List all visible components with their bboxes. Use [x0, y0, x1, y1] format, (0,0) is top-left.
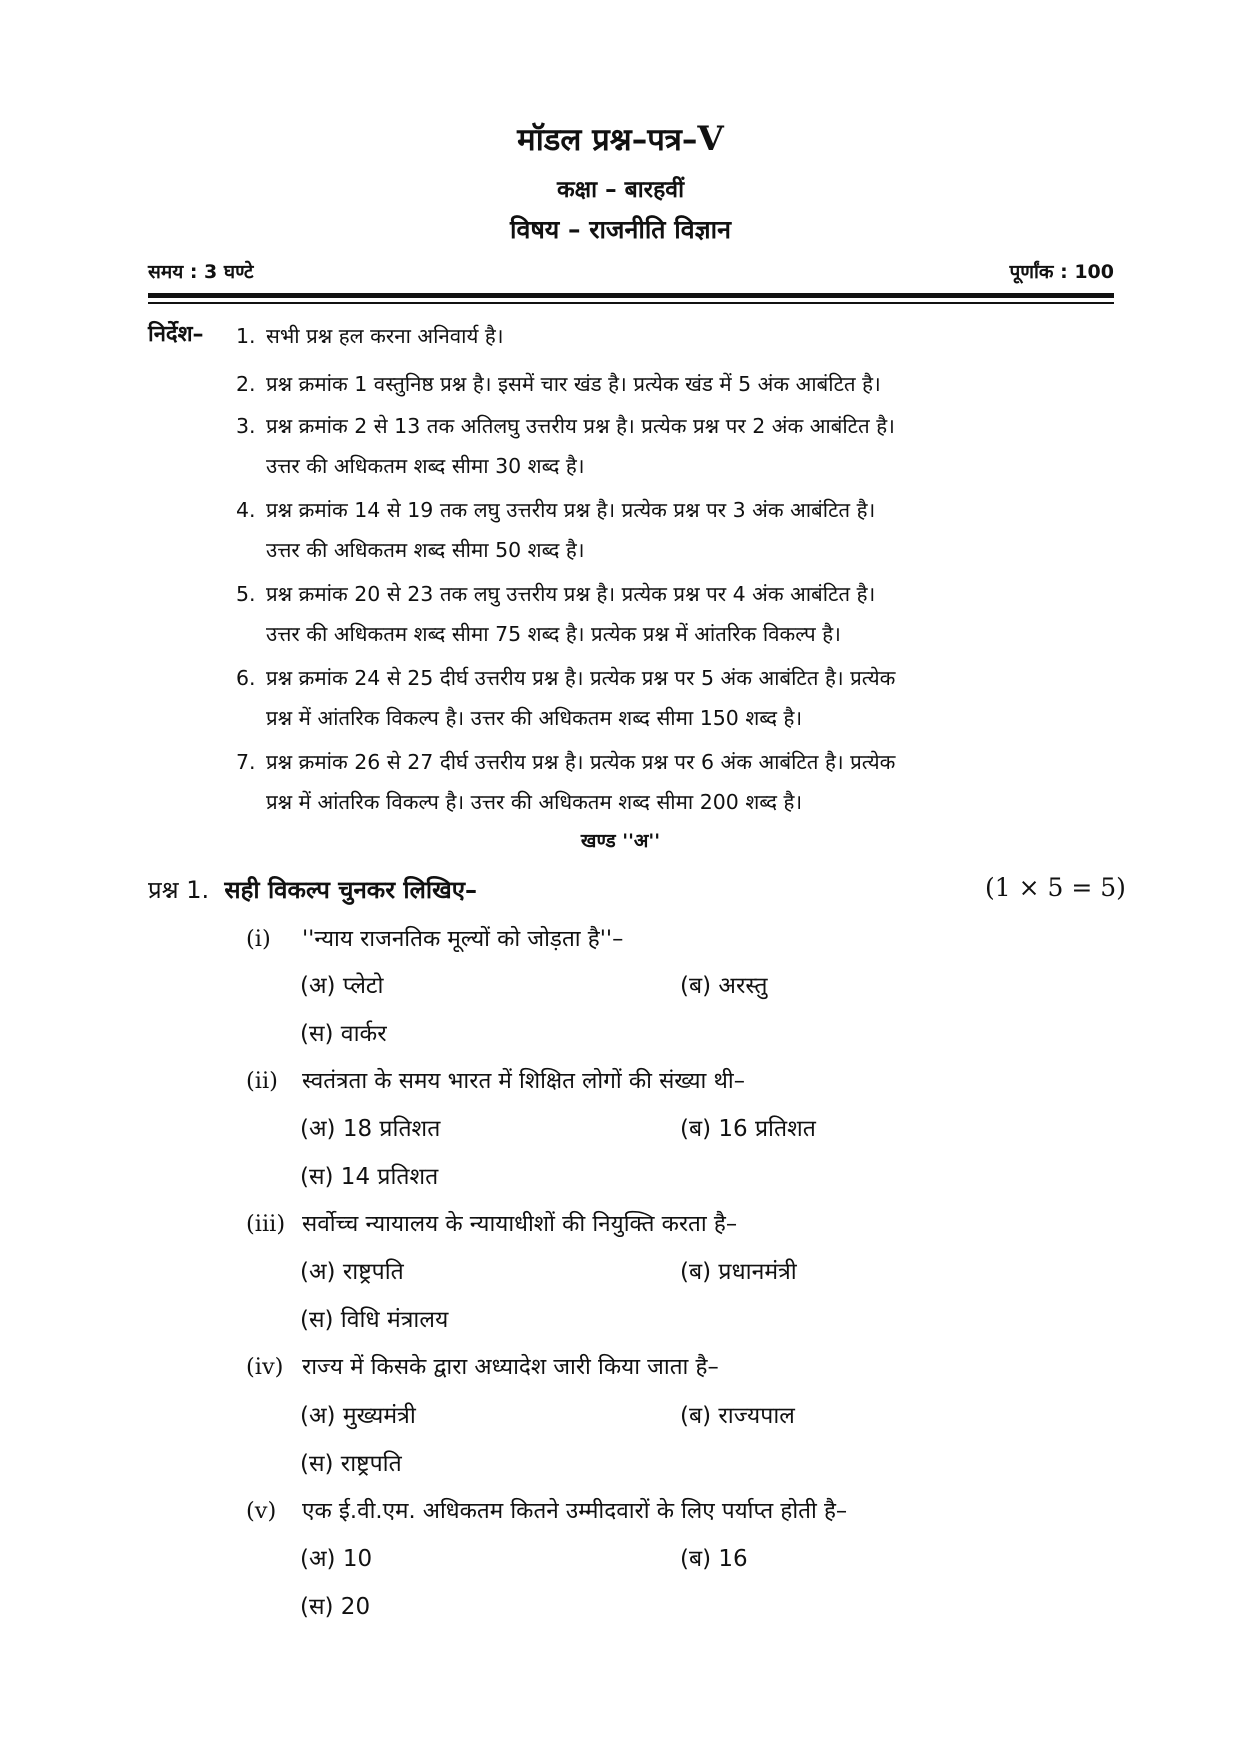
option-a: (अ) राष्ट्रपति [300, 1259, 404, 1285]
instruction-text: प्रश्न क्रमांक 14 से 19 तक लघु उत्तरीय प्रश्न है। प्रत्येक प्रश्न पर 3 अंक आबंटित है। [266, 498, 876, 522]
instruction-item: 7. प्रश्न क्रमांक 26 से 27 दीर्घ उत्तरीय प्रश्न है। प्रत्येक प्रश्न पर 6 अंक आबंटित है। प्रत्येक प्रश्न में आंतरिक विकल्प है। उत्तर की अधिकतम शब्द सीमा 200 शब्द है। [236, 750, 896, 814]
option-b: (ब) 16 प्रतिशत [680, 1116, 816, 1142]
option-b: (ब) राज्यपाल [680, 1403, 795, 1429]
option-b: (ब) 16 [680, 1546, 748, 1572]
sub-question: (ii) स्वतंत्रता के समय भारत में शिक्षित लोगों की संख्या थी– [246, 1068, 745, 1094]
option-c: (स) विधि मंत्रालय [300, 1307, 449, 1333]
header-rule-thick [148, 293, 1114, 298]
option-b: (ब) अरस्तु [680, 973, 768, 999]
instruction-text: उत्तर की अधिकतम शब्द सीमा 30 शब्द है। [266, 454, 585, 478]
question-1 [148, 873, 477, 906]
instruction-text: उत्तर की अधिकतम शब्द सीमा 50 शब्द है। [266, 538, 585, 562]
instruction-text: प्रश्न क्रमांक 1 वस्तुनिष्ठ प्रश्न है। इसमें चार खंड है। प्रत्येक खंड में 5 अंक आबंटित है। [266, 372, 881, 396]
instruction-item: 2. प्रश्न क्रमांक 1 वस्तुनिष्ठ प्रश्न है। इसमें चार खंड है। प्रत्येक खंड में 5 अंक आबंटित है। [236, 372, 881, 396]
question-label: प्रश्न 1. [148, 876, 210, 904]
instructions-heading: निर्देश– [148, 322, 204, 347]
instruction-text: प्रश्न में आंतरिक विकल्प है। उत्तर की अधिकतम शब्द सीमा 200 शब्द है। [266, 790, 803, 814]
question-text: सही विकल्प चुनकर लिखिए– [224, 876, 478, 904]
time-allowed: समय : 3 घण्टे [148, 261, 254, 283]
instruction-item: 3. प्रश्न क्रमांक 2 से 13 तक अतिलघु उत्तरीय प्रश्न है। प्रत्येक प्रश्न पर 2 अंक आबंटित है। उत्तर की अधिकतम शब्द सीमा 30 शब्द है। [236, 414, 895, 478]
subject-line: विषय – राजनीति विज्ञान [509, 215, 731, 244]
option-a: (अ) 10 [300, 1546, 373, 1572]
header-rule-thin [148, 302, 1114, 304]
option-a: (अ) प्लेटो [300, 973, 384, 999]
option-a: (अ) मुख्यमंत्री [300, 1403, 416, 1429]
max-marks: पूर्णांक : 100 [1009, 261, 1114, 283]
instruction-text: सभी प्रश्न हल करना अनिवार्य है। [266, 324, 504, 348]
instruction-text: प्रश्न क्रमांक 2 से 13 तक अतिलघु उत्तरीय प्रश्न है। प्रत्येक प्रश्न पर 2 अंक आबंटित है। [266, 414, 895, 438]
instruction-text: प्रश्न में आंतरिक विकल्प है। उत्तर की अधिकतम शब्द सीमा 150 शब्द है। [266, 706, 803, 730]
instruction-item: 4. प्रश्न क्रमांक 14 से 19 तक लघु उत्तरीय प्रश्न है। प्रत्येक प्रश्न पर 3 अंक आबंटित है। उत्तर की अधिकतम शब्द सीमा 50 शब्द है। [236, 498, 876, 562]
option-c: (स) 14 प्रतिशत [300, 1164, 439, 1190]
instruction-text: प्रश्न क्रमांक 26 से 27 दीर्घ उत्तरीय प्रश्न है। प्रत्येक प्रश्न पर 6 अंक आबंटित है। प्रत्येक [266, 750, 896, 774]
option-c: (स) राष्ट्रपति [300, 1451, 402, 1477]
option-a: (अ) 18 प्रतिशत [300, 1116, 441, 1142]
class-line: कक्षा – बारहवीं [556, 177, 685, 203]
sub-question: (v) एक ई.वी.एम. अधिकतम कितने उम्मीदवारों के लिए पर्याप्त होती है– [246, 1498, 848, 1524]
instruction-text: उत्तर की अधिकतम शब्द सीमा 75 शब्द है। प्रत्येक प्रश्न में आंतरिक विकल्प है। [266, 622, 841, 646]
sub-question: (iv) राज्य में किसके द्वारा अध्यादेश जारी किया जाता है– [246, 1354, 719, 1380]
sub-question: (iii) सर्वोच्च न्यायालय के न्यायाधीशों की नियुक्ति करता है– [246, 1211, 738, 1237]
instruction-item: 5. प्रश्न क्रमांक 20 से 23 तक लघु उत्तरीय प्रश्न है। प्रत्येक प्रश्न पर 4 अंक आबंटित है। उत्तर की अधिकतम शब्द सीमा 75 शब्द है। प्रत्येक प्रश्न में आंतरिक विकल्प है। [236, 582, 876, 646]
section-title: खण्ड ''अ'' [580, 830, 661, 852]
instruction-item: 6. प्रश्न क्रमांक 24 से 25 दीर्घ उत्तरीय प्रश्न है। प्रत्येक प्रश्न पर 5 अंक आबंटित है। प्रत्येक प्रश्न में आंतरिक विकल्प है। उत्तर की अधिकतम शब्द सीमा 150 शब्द है। [236, 666, 896, 730]
paper-title: मॉडल प्रश्न–पत्र–V [517, 119, 724, 159]
option-c: (स) 20 [300, 1594, 371, 1620]
instruction-text: प्रश्न क्रमांक 20 से 23 तक लघु उत्तरीय प्रश्न है। प्रत्येक प्रश्न पर 4 अंक आबंटित है। [266, 582, 876, 606]
instruction-item: 1. सभी प्रश्न हल करना अनिवार्य है। [236, 324, 504, 348]
sub-question: (i) ''न्याय राजनतिक मूल्यों को जोड़ता है''– [246, 926, 624, 952]
question-marks: (1 × 5 = 5) [985, 873, 1126, 902]
option-c: (स) वार्कर [300, 1021, 387, 1047]
option-b: (ब) प्रधानमंत्री [680, 1259, 797, 1285]
instruction-text: प्रश्न क्रमांक 24 से 25 दीर्घ उत्तरीय प्रश्न है। प्रत्येक प्रश्न पर 5 अंक आबंटित है। प्रत्येक [266, 666, 896, 690]
